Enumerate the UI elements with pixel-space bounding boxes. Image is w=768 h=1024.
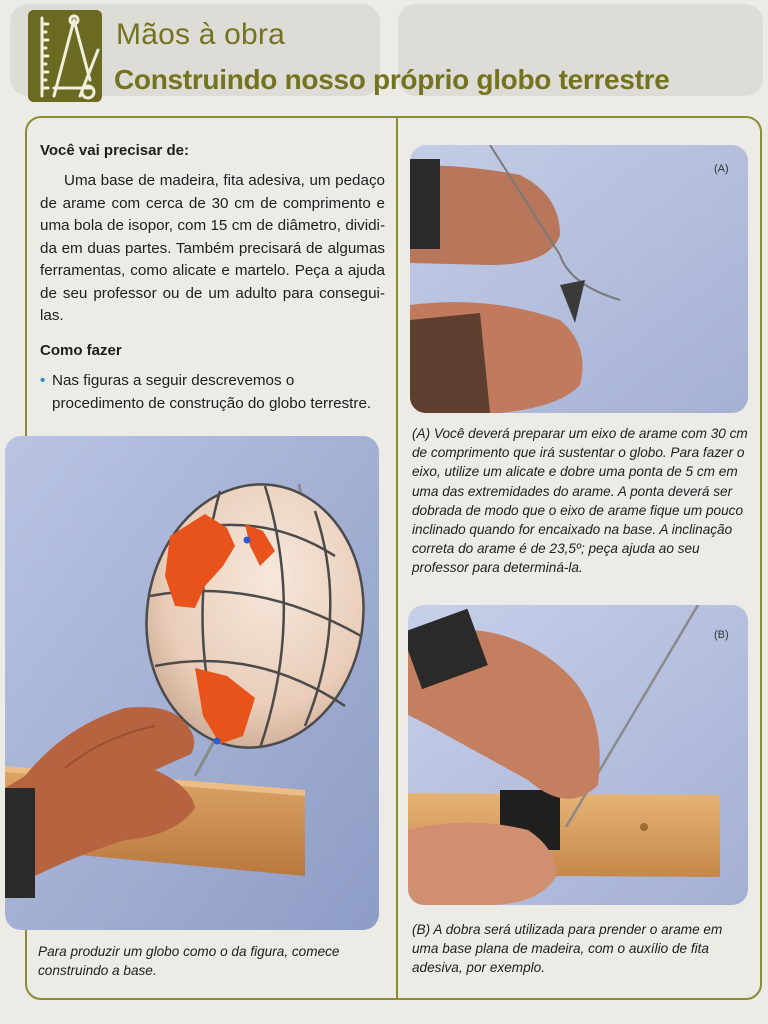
- section-title: Mãos à obra: [116, 18, 285, 51]
- materials-heading: Você vai precisar de:: [40, 142, 189, 159]
- main-photo-caption: Para produzir um globo como o da figura, comece construindo a base.: [38, 944, 340, 979]
- drafting-tools-icon: [28, 10, 102, 102]
- photo-a-label: (A): [714, 163, 729, 175]
- column-divider: [396, 118, 398, 998]
- photo-b-label: (B): [714, 629, 729, 641]
- photo-a-caption: (A) Você deverá preparar um eixo de arame com 30 cm de comprimento que irá sustentar o globo. Para fazer o eixo, utilize um alicate e dobre uma ponta de 5 cm em uma das extremidades do arame. A ponta deverá ser dobrada de modo que o eixo de arame fique um pouco inclinado quando for encaixado na base. A inclinação correta do arame é de 23,5º; peça ajuda ao seu professor para determiná-la.: [412, 426, 748, 576]
- wire-taping-photo: [408, 605, 748, 905]
- page-title: Construindo nosso próprio globo terrestre: [114, 64, 670, 95]
- materials-paragraph: Uma base de madeira, fita adesiva, um pedaço de arame com cerca de 30 cm de comprimento e uma bola de isopor, com 15 cm de diâmetro, dividida em duas partes. Também precisará de algumas ferramentas, como alicate e martelo. Peça a ajuda de seu professor ou de um adulto para consegui-las.: [40, 172, 385, 324]
- globe-model-photo: [5, 436, 379, 930]
- method-bullet-item: [40, 370, 385, 415]
- bullet-icon: •: [40, 372, 46, 389]
- photo-b-caption: (B) A dobra será utilizada para prender o arame em uma base plana de madeira, com o auxílio de fita adesiva, por exemplo.: [412, 922, 723, 976]
- wire-bending-photo: [410, 145, 748, 413]
- method-bullet-text: Nas figuras a seguir descrevemos o procedimento de construção do globo terrestre.: [52, 372, 372, 412]
- method-heading: Como fazer: [40, 342, 122, 359]
